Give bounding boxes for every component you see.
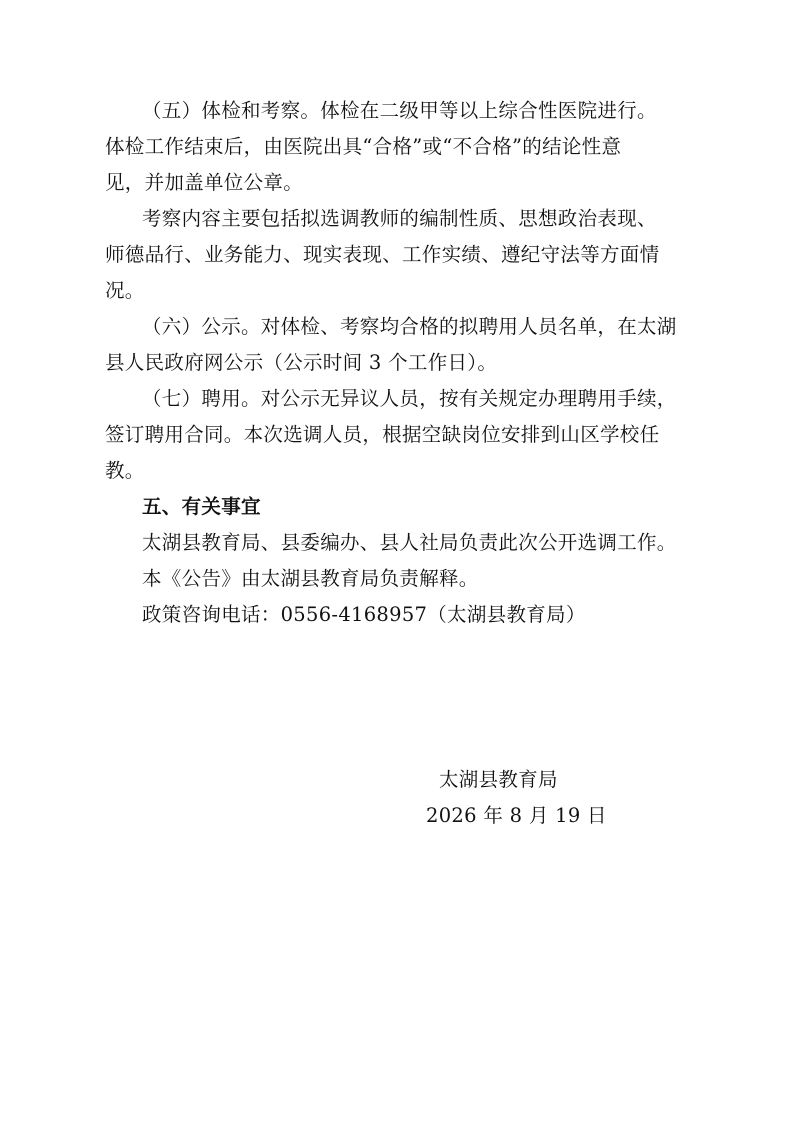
paragraph-line: 考察内容主要包括拟选调教师的编制性质、思想政治表现、 [142,207,657,230]
paragraph-line: 本《公告》由太湖县教育局负责解释。 [142,567,479,590]
policy-hotline: 政策咨询电话：0556-4168957（太湖县教育局） [142,603,586,626]
signature-block [420,762,620,834]
paragraph-line: （七）聘用。对公示无异议人员，按有关规定办理聘用手续， [142,387,677,410]
issue-date: 2026 年 8 月 19 日 [426,804,607,827]
document-body [105,93,705,633]
inspection-content-paragraph [105,201,705,309]
paragraph-line: 体检工作结束后，由医院出具“合格”或“不合格”的结论性意 [105,135,622,158]
section-physical-exam-paragraph [105,93,705,201]
paragraph-line: 太湖县教育局、县委编办、县人社局负责此次公开选调工作。 [142,531,677,554]
section-heading: 五、有关事宜 [142,495,261,518]
paragraph-line: 师德品行、业务能力、现实表现、工作实绩、遵纪守法等方面情 [105,243,660,266]
paragraph-line: 签订聘用合同。本次选调人员，根据空缺岗位安排到山区学校任 [105,423,660,446]
related-matters-section [105,489,705,633]
paragraph-line: 县人民政府网公示（公示时间 3 个工作日）。 [105,351,498,374]
paragraph-line: （六）公示。对体检、考察均合格的拟聘用人员名单，在太湖 [142,315,677,338]
paragraph-line: 见，并加盖单位公章。 [105,171,304,194]
section-publicity-paragraph [105,309,705,381]
paragraph-line: （五）体检和考察。体检在二级甲等以上综合性医院进行。 [142,99,657,122]
issuing-organization: 太湖县教育局 [439,768,558,791]
paragraph-line: 教。 [105,459,145,482]
paragraph-line: 况。 [105,279,145,302]
section-employment-paragraph [105,381,705,489]
